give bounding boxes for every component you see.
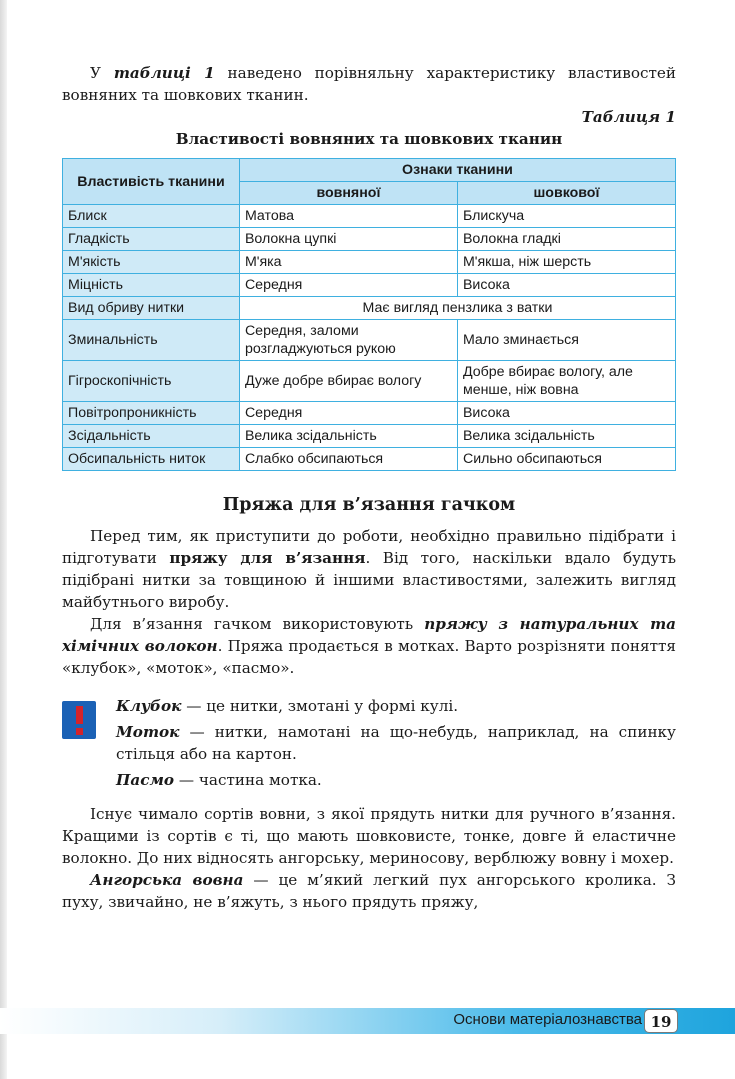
- row-wool-value: Дуже добре вбирає вологу: [239, 361, 457, 402]
- paragraph-wool-sorts: Існує чимало сортів вовни, з якої прядуть нитки для ручного в’язання. Кращими із сортів є ті, що мають шовковисте, тонке, довге й еластичне волокно. До них відносять ангорську, мериносову, верблюжу вовну і мохер.: [62, 805, 676, 867]
- definition-item: Пасмо — частина мотка.: [116, 771, 322, 789]
- header-silk: шовкової: [457, 182, 675, 205]
- row-property: Повітропроникність: [63, 402, 240, 425]
- row-silk-value: Висока: [457, 274, 675, 297]
- row-wool-value: Велика зсідальність: [239, 425, 457, 448]
- table-caption: Таблиця 1: [581, 108, 676, 126]
- table-row: [63, 425, 676, 448]
- row-silk-value: Велика зсідальність: [457, 425, 675, 448]
- section-paragraph-2: Для в’язання гачком використовують пряжу з натуральних та хімічних волокон. Пряжа продається в мотках. Варто розрізняти поняття «клубок», «моток», «пасмо».: [62, 615, 676, 677]
- row-wool-value: Волокна цупкі: [239, 228, 457, 251]
- page-content: [62, 62, 676, 913]
- definition-item: Моток — нитки, намотані на що-небудь, наприклад, на спинку стільця або на картон.: [116, 723, 676, 763]
- row-property: Зминальність: [63, 320, 240, 361]
- row-wool-value: Матова: [239, 205, 457, 228]
- row-silk-value: Волокна гладкі: [457, 228, 675, 251]
- table-row: [63, 402, 676, 425]
- properties-table: [62, 158, 676, 471]
- page-number: 19: [644, 1009, 678, 1033]
- header-property: Властивість тканини: [63, 159, 240, 205]
- page-edge: [0, 0, 7, 1079]
- table-row: [63, 274, 676, 297]
- intro-paragraph: У таблиці 1 наведено порівняльну характеристику властивостей вовняних та шовкових тканин.: [62, 64, 676, 104]
- row-property: Вид обриву нитки: [63, 297, 240, 320]
- table-row: [63, 228, 676, 251]
- exclamation-icon: [62, 701, 96, 739]
- header-features: Ознаки тканини: [239, 159, 675, 182]
- definitions-block: [62, 695, 676, 791]
- row-wool-value: Середня, заломи розгладжуються рукою: [239, 320, 457, 361]
- table-row: [63, 320, 676, 361]
- footer-chapter-label: Основи матеріалознавства: [453, 1011, 642, 1028]
- row-property: М'якість: [63, 251, 240, 274]
- row-property: Зсідальність: [63, 425, 240, 448]
- section-title: Пряжа для в’язання гачком: [222, 495, 516, 515]
- page-footer: [0, 1008, 735, 1034]
- row-property: Гігроскопічність: [63, 361, 240, 402]
- table-body: [63, 205, 676, 471]
- row-property: Гладкість: [63, 228, 240, 251]
- table-title: Властивості вовняних та шовкових тканин: [175, 130, 563, 148]
- row-silk-value: Сильно обсипаються: [457, 448, 675, 471]
- row-silk-value: М'якша, ніж шерсть: [457, 251, 675, 274]
- row-silk-value: Висока: [457, 402, 675, 425]
- row-silk-value: Мало зминається: [457, 320, 675, 361]
- row-wool-value: Слабко обсипаються: [239, 448, 457, 471]
- header-wool: вовняної: [239, 182, 457, 205]
- row-property: Обсипальність ниток: [63, 448, 240, 471]
- row-property: Блиск: [63, 205, 240, 228]
- paragraph-angora: Ангорська вовна — це м’який легкий пух ангорського кролика. З пуху, звичайно, не в’яжуть, з нього прядуть пряжу,: [62, 871, 676, 911]
- row-wool-value: Середня: [239, 274, 457, 297]
- section-paragraph-1: Перед тим, як приступити до роботи, необхідно правильно підібрати і підготувати пряжу для в’язання. Від того, наскільки вдало будуть підібрані нитки за товщиною й іншими властивостями, залежить вигляд майбутнього виробу.: [62, 527, 676, 611]
- table-row: [63, 448, 676, 471]
- row-wool-value: Середня: [239, 402, 457, 425]
- table-row: [63, 297, 676, 320]
- table-row: [63, 205, 676, 228]
- definition-item: Клубок — це нитки, змотані у формі кулі.: [116, 697, 459, 715]
- row-wool-value: М'яка: [239, 251, 457, 274]
- row-property: Міцність: [63, 274, 240, 297]
- table-row: [63, 361, 676, 402]
- table-row: [63, 251, 676, 274]
- row-silk-value: Добре вбирає вологу, але менше, ніж вовна: [457, 361, 675, 402]
- row-merged-value: Має вигляд пензлика з ватки: [239, 297, 675, 320]
- row-silk-value: Блискуча: [457, 205, 675, 228]
